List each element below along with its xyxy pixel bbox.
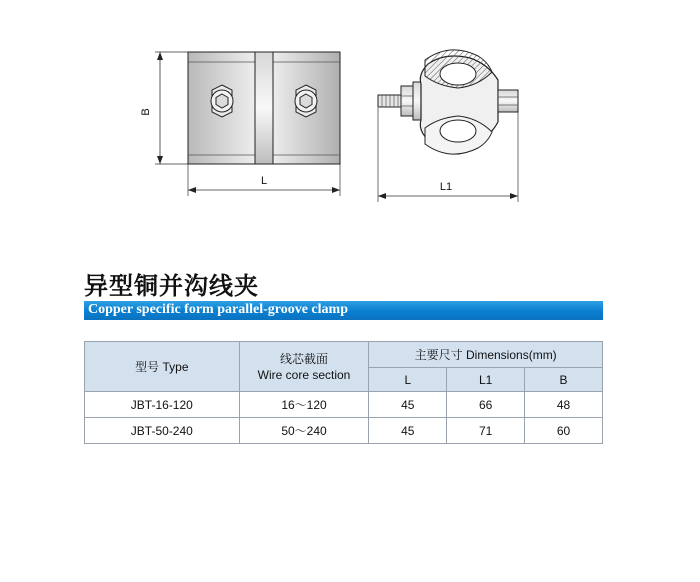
cell-section: 16～120	[239, 392, 369, 418]
side-view	[378, 50, 518, 154]
product-title-cn: 异型铜并沟线夹	[84, 272, 259, 300]
header-type	[85, 342, 240, 392]
cell-l1: 71	[447, 418, 525, 444]
header-type-cn: 型号	[135, 360, 160, 374]
header-l1: L1	[447, 368, 525, 392]
cell-b: 48	[525, 392, 603, 418]
cell-l: 45	[369, 392, 447, 418]
cell-section: 50～240	[239, 418, 369, 444]
dim-l1-label: L1	[439, 181, 453, 193]
cell-l: 45	[369, 418, 447, 444]
hex-bolt-left	[211, 85, 233, 117]
header-section-cn: 线芯截面	[280, 351, 329, 366]
clamp-technical-drawing	[0, 0, 700, 240]
dim-l-label: L	[260, 175, 268, 187]
product-title-bar	[84, 301, 603, 320]
cell-type: JBT-50-240	[85, 418, 240, 444]
table-row	[85, 418, 603, 444]
header-section-en: Wire core section	[257, 367, 351, 382]
table-row	[85, 392, 603, 418]
header-dimensions: 主要尺寸 Dimensions(mm)	[369, 342, 603, 368]
header-b: B	[525, 368, 603, 392]
dimension-l	[188, 164, 340, 196]
dim-b-label: B	[140, 108, 152, 116]
cell-b: 60	[525, 418, 603, 444]
spec-table	[84, 341, 603, 444]
cell-l1: 66	[447, 392, 525, 418]
cell-type: JBT-16-120	[85, 392, 240, 418]
hex-bolt-right	[295, 85, 317, 117]
dimension-b	[140, 52, 188, 164]
header-section	[239, 342, 369, 392]
header-l: L	[369, 368, 447, 392]
front-view	[188, 52, 340, 164]
product-title-en: Copper specific form parallel-groove clamp	[88, 302, 348, 317]
header-type-en: Type	[162, 360, 189, 374]
